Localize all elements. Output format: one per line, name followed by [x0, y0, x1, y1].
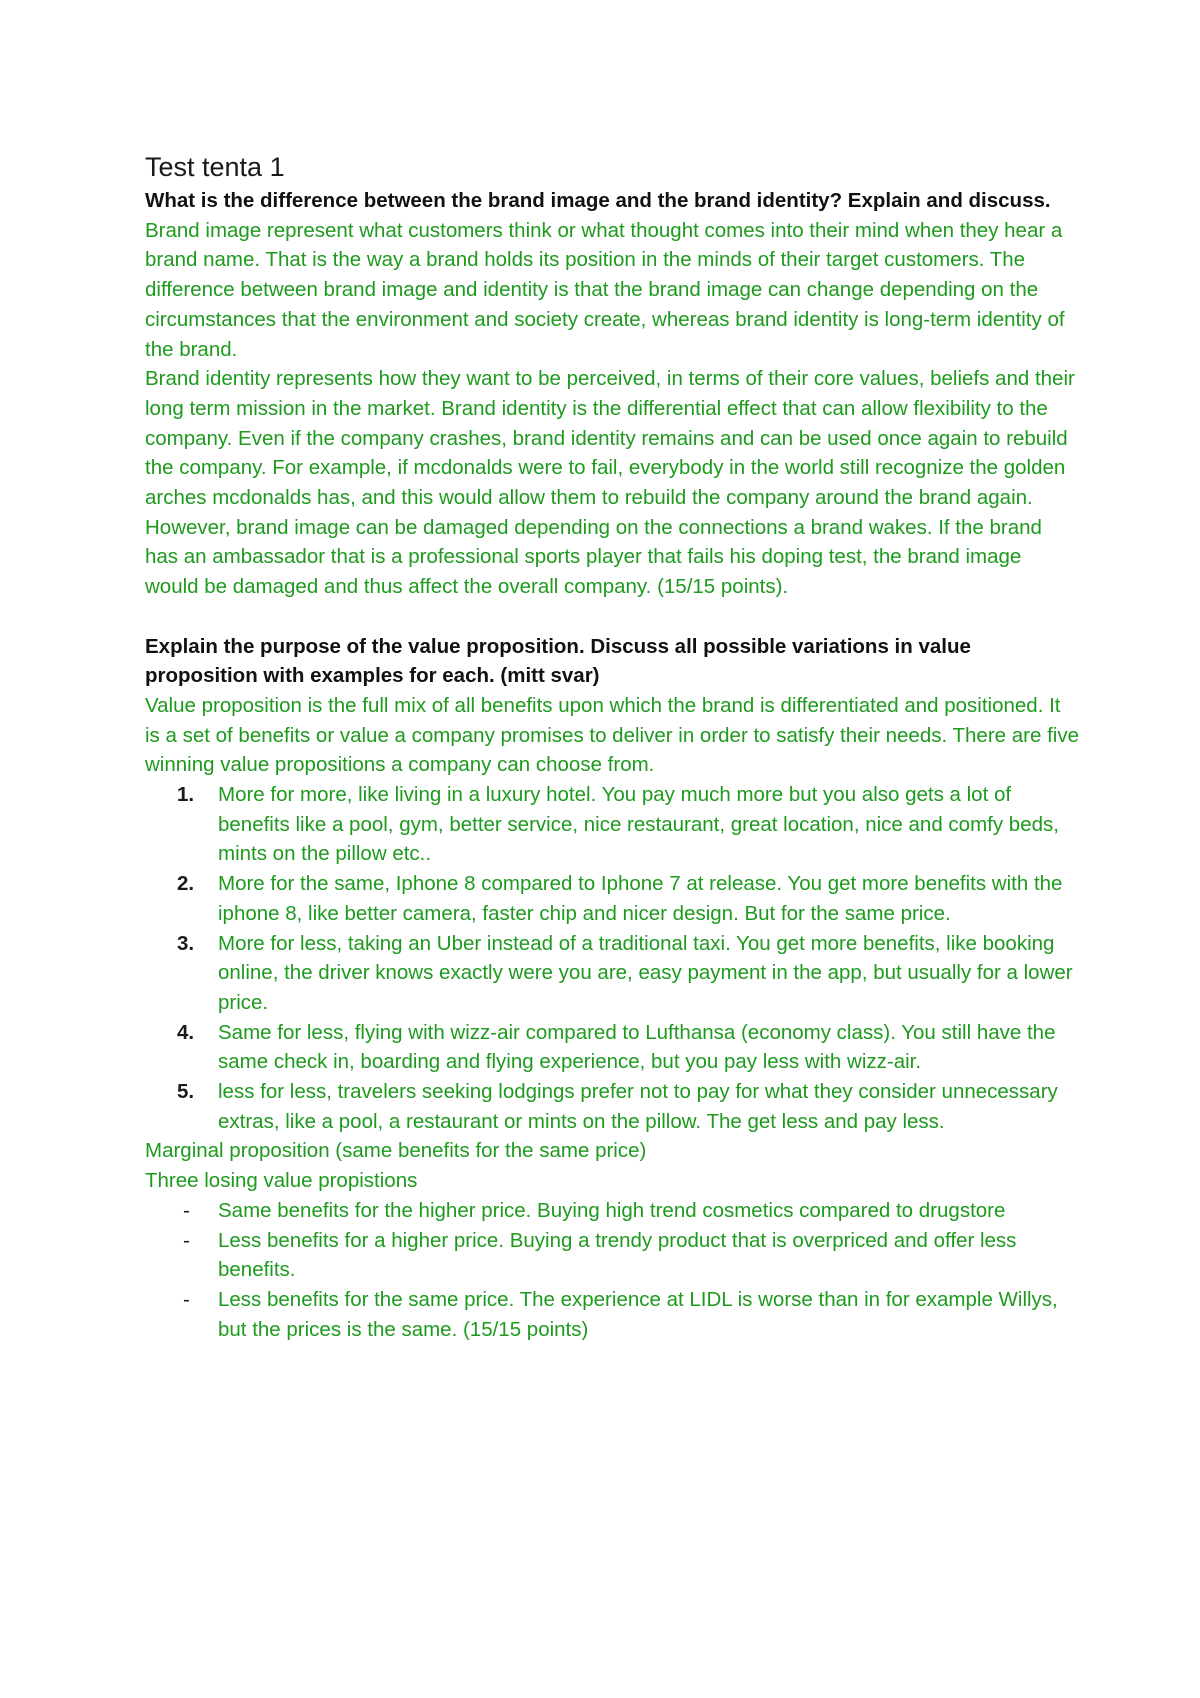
document-page: [145, 150, 1080, 1344]
paragraph-gap: [145, 602, 1080, 632]
question-1: What is the difference between the brand image and the brand identity? Explain and discuss.: [145, 189, 1051, 212]
document-title: Test tenta 1: [145, 152, 285, 182]
list-item-text: More for the same, Iphone 8 compared to Iphone 7 at release. You get more benefits with the iphone 8, like better camera, faster chip and nicer design. But for the same price.: [218, 872, 1063, 925]
answer-1-paragraph-1: Brand image represent what customers think or what thought comes into their mind when they hear a brand name. That is the way a brand holds its position in the minds of their target customers. The difference between brand image and identity is that the brand image can change depending on the circumstances that the environment and society create, whereas brand identity is long-term identity of the brand.: [145, 218, 1065, 361]
answer-2-intro: Value proposition is the full mix of all benefits upon which the brand is differentiated and positioned. It is a set of benefits or value a company promises to deliver in order to satisfy their needs. There are five winning value propositions a company can choose from.: [145, 693, 1079, 777]
losing-propositions-heading: Three losing value propistions: [145, 1169, 418, 1193]
list-item-text: less for less, travelers seeking lodgings prefer not to pay for what they consider unnecessary extras, like a pool, a restaurant or mints on the pillow. The get less and pay less.: [218, 1080, 1058, 1133]
list-dash: -: [183, 1198, 190, 1222]
list-item-text: Less benefits for a higher price. Buying a trendy product that is overpriced and offer less benefits.: [218, 1228, 1017, 1282]
list-item: [145, 869, 1080, 928]
list-item: [145, 1018, 1080, 1077]
list-dash: -: [183, 1288, 190, 1311]
list-number: 3.: [177, 931, 195, 955]
list-number: 4.: [177, 1020, 195, 1044]
list-item: [145, 1226, 1080, 1285]
list-number: 1.: [177, 783, 195, 807]
winning-propositions-list: [145, 780, 1080, 1136]
losing-propositions-list: [145, 1196, 1080, 1345]
marginal-proposition: Marginal proposition (same benefits for the same price): [145, 1139, 647, 1163]
list-item-text: Less benefits for the same price. The experience at LIDL is worse than in for example Willys, but the prices is the same. (15/15 points): [218, 1288, 1058, 1341]
list-item-text: Same for less, flying with wizz-air compared to Lufthansa (economy class). You still have the same check in, boarding and flying experience, but you pay less with wizz-air.: [218, 1020, 1056, 1074]
list-item: [145, 1285, 1080, 1344]
list-number: 5.: [177, 1080, 195, 1104]
question-2: Explain the purpose of the value proposition. Discuss all possible variations in value proposition with examples for each. (mitt svar): [145, 634, 971, 688]
list-item-text: More for more, like living in a luxury hotel. You pay much more but you also gets a lot of benefits like a pool, gym, better service, nice restaurant, great location, nice and comfy beds, mints on the pillow etc..: [218, 783, 1059, 866]
answer-1-paragraph-2: Brand identity represents how they want to be perceived, in terms of their core values, beliefs and their long term mission in the market. Brand identity is the differential effect that can allow flexibility to the company. Even if the company crashes, brand identity remains and can be used once again to rebuild the company. For example, if mcdonalds were to fail, everybody in the world still recognize the golden arches mcdonalds has, and this would allow them to rebuild the company around the brand again. However, brand image can be damaged depending on the connections a brand wakes. If the brand has an ambassador that is a professional sports player that fails his doping test, the brand image would be damaged and thus affect the overall company. (15/15 points).: [145, 367, 1075, 599]
list-item: [145, 1077, 1080, 1136]
list-item: [145, 1196, 1080, 1226]
list-item-text: More for less, taking an Uber instead of a traditional taxi. You get more benefits, like booking online, the driver knows exactly were you are, easy payment in the app, but usually for a lower price.: [218, 931, 1073, 1014]
list-number: 2.: [177, 872, 195, 896]
list-item: [145, 929, 1080, 1018]
list-dash: -: [183, 1228, 190, 1252]
list-item-text: Same benefits for the higher price. Buying high trend cosmetics compared to drugstore: [218, 1198, 1006, 1222]
list-item: [145, 780, 1080, 869]
